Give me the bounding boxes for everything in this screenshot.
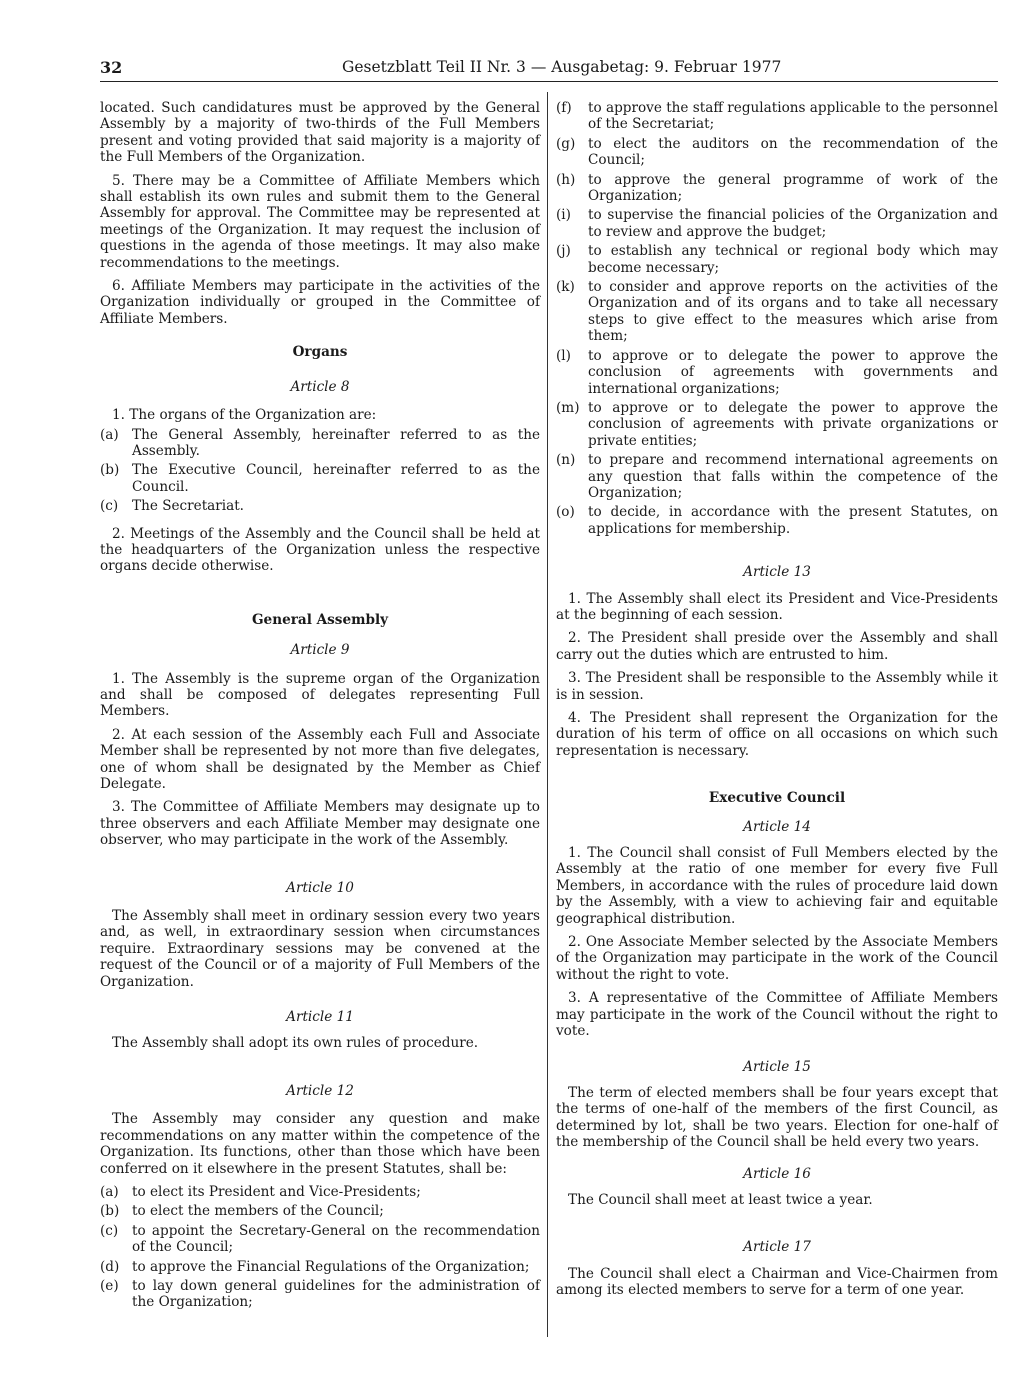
list-item (556, 279, 998, 345)
list-item (556, 348, 998, 397)
list-item-text: to prepare and recommend international agreements on any question that falls within the competence of the Organization; (588, 452, 998, 501)
list-item-label: (d) (100, 1258, 120, 1275)
page-header (100, 58, 1000, 82)
paragraph: 2. At each session of the Assembly each Full and Associate Member shall be represented by not more than five delegates, one of whom shall be designated by the Member as Chief Delegate. (100, 726, 540, 792)
paragraph: 3. The Committee of Affiliate Members may designate up to three observers and each Affiliate Member may designate one observer, who may participate in the work of the Assembly. (100, 799, 540, 849)
list-item-label: (f) (556, 100, 572, 116)
list-item-text: to approve or to delegate the power to approve the conclusion of agreements with private organizations or private entities; (588, 399, 998, 449)
header-rule (100, 81, 998, 82)
paragraph: 2. Meetings of the Assembly and the Council shall be held at the headquarters of the Organization unless the respective organs decide otherwise. (100, 525, 540, 575)
list-item-label: (a) (100, 1183, 119, 1200)
list-item (556, 400, 998, 449)
list-item (556, 207, 998, 240)
section-heading: Executive Council (708, 790, 846, 807)
left-column (100, 100, 540, 1314)
paragraph: located. Such candidatures must be approved by the General Assembly by a majority of two-thirds of the Full Members present and voting provided that said majority is a majority of the Full Members of the Organization. (100, 100, 540, 166)
paragraph: 1. The organs of the Organization are: (112, 407, 377, 424)
list-item (556, 136, 998, 169)
journal-title: Gesetzblatt Teil II Nr. 3 — Ausgabetag: 9. Februar 1977 (342, 58, 782, 76)
paragraph: 3. The President shall be responsible to the Assembly while it is in session. (556, 670, 998, 703)
list-item-text: The General Assembly, hereinafter referred to as the Assembly. (132, 426, 540, 459)
list-item (556, 172, 998, 205)
list-item-text: to decide, in accordance with the present Statutes, on applications for membership. (588, 504, 998, 537)
section-heading: Organs (292, 344, 348, 361)
list-item-text: The Secretariat. (132, 498, 245, 515)
paragraph: The Assembly shall adopt its own rules of procedure. (112, 1035, 479, 1052)
paragraph: 1. The Assembly shall elect its President and Vice-Presidents at the beginning of each session. (556, 590, 998, 623)
list-item (100, 1223, 540, 1256)
article-title: Article 9 (290, 642, 350, 659)
list-item-label: (n) (556, 452, 576, 469)
list-item (100, 462, 540, 495)
list-item-label: (o) (556, 504, 575, 521)
list-item-text: to establish any technical or regional body which may become necessary; (588, 243, 998, 276)
list-item-text: to elect the auditors on the recommendation of the Council; (588, 135, 998, 169)
article-title: Article 15 (743, 1058, 811, 1075)
list-item-text: to lay down general guidelines for the administration of the Organization; (132, 1277, 540, 1311)
paragraph: The term of elected members shall be four years except that the terms of one-half of the members of the first Council, as determined by lot, shall be two years. Election for one-half of the membership of the Council shall be held every two years. (556, 1084, 998, 1151)
list-item (556, 504, 998, 537)
paragraph: 2. The President shall preside over the Assembly and shall carry out the duties which are entrusted to him. (556, 630, 998, 663)
list-item-label: (m) (556, 399, 580, 416)
list-item (556, 100, 998, 133)
list-item-label: (e) (100, 1277, 119, 1294)
list-item-label: (j) (556, 243, 571, 260)
list-item-text: to consider and approve reports on the activities of the Organization and of its organs and to take all necessary steps to give effect to the measures which arise from them; (588, 279, 998, 345)
article-title: Article 17 (743, 1239, 811, 1256)
article-title: Article 16 (743, 1165, 811, 1182)
page-number: 32 (100, 58, 123, 77)
list-item (100, 1184, 540, 1200)
article-title: Article 13 (743, 564, 811, 581)
paragraph: The Council shall elect a Chairman and Vice-Chairmen from among its elected members to serve for a term of one year. (556, 1265, 998, 1299)
list-item-text: The Executive Council, hereinafter referred to as the Council. (132, 462, 540, 495)
paragraph: 5. There may be a Committee of Affiliate Members which shall establish its own rules and submit them to the General Assembly for approval. The Committee may be represented at meetings of the Organization. It may request the inclusion of questions in the agenda of those meetings. It may also make recommendations to the meetings. (100, 172, 540, 271)
list-item-text: to approve the Financial Regulations of the Organization; (132, 1258, 530, 1275)
article-title: Article 10 (286, 879, 354, 896)
paragraph: The Council shall meet at least twice a year. (568, 1191, 873, 1208)
list-item-label: (l) (556, 347, 571, 364)
list-item-text: to approve or to delegate the power to approve the conclusion of agreements with governments and international organizations; (588, 347, 998, 397)
list-item (100, 498, 540, 514)
list-item-label: (a) (100, 426, 119, 443)
right-column (556, 100, 998, 1306)
list-item (100, 1278, 540, 1311)
article-title: Article 8 (290, 378, 350, 395)
paragraph: The Assembly may consider any question and make recommendations on any matter within the competence of the Organization. Its functions, other than those which have been conferred on it elsewhere in the present Statutes, shall be: (100, 1111, 540, 1177)
column-divider (547, 92, 548, 1337)
article-title: Article 14 (743, 818, 811, 835)
list-item-label: (c) (100, 1222, 119, 1239)
paragraph: 1. The Council shall consist of Full Members elected by the Assembly at the ratio of one member for every five Full Members, in accordance with the rules of procedure laid down by the Assembly, with a view to achieving fair and equitable geographical distribution. (556, 845, 998, 927)
paragraph: 2. One Associate Member selected by the Associate Members of the Organization may participate in the work of the Council without the right to vote. (556, 934, 998, 983)
list-item-label: (c) (100, 498, 119, 515)
list-item (556, 452, 998, 501)
list-item-label: (b) (100, 462, 120, 479)
article-title: Article 12 (286, 1082, 354, 1099)
list-item-text: to supervise the financial policies of the Organization and to review and approve the budget; (588, 207, 998, 240)
section-heading: General Assembly (251, 611, 389, 628)
list-item-label: (h) (556, 171, 576, 188)
list-item-label: (k) (556, 279, 575, 296)
paragraph: 3. A representative of the Committee of Affiliate Members may participate in the work of the Council without the right to vote. (556, 990, 998, 1040)
list-item-text: to approve the general programme of work of the Organization; (588, 171, 998, 205)
list-item (100, 427, 540, 460)
list-item-label: (g) (556, 135, 576, 152)
list-item (100, 1259, 540, 1275)
list-item-label: (i) (556, 207, 571, 224)
list-item-label: (b) (100, 1203, 120, 1220)
list-item-text: to approve the staff regulations applicable to the personnel of the Secretariat; (588, 100, 999, 133)
paragraph: 1. The Assembly is the supreme organ of the Organization and shall be composed of delegates representing Full Members. (100, 670, 540, 720)
article-title: Article 11 (286, 1009, 354, 1026)
list-item (100, 1203, 540, 1219)
paragraph: 6. Affiliate Members may participate in the activities of the Organization individually or grouped in the Committee of Affiliate Members. (100, 278, 540, 327)
paragraph: 4. The President shall represent the Organization for the duration of his term of office on all occasions on which such representation is necessary. (556, 710, 998, 759)
list-item-text: to appoint the Secretary-General on the recommendation of the Council; (132, 1222, 540, 1256)
list-item-text: to elect the members of the Council; (132, 1203, 384, 1220)
list-item (556, 243, 998, 276)
paragraph: The Assembly shall meet in ordinary session every two years and, as well, in extraordinary session when circumstances require. Extraordinary sessions may be convened at the request of the Council or of a majority of Full Members of the Organization. (100, 908, 540, 990)
list-item-text: to elect its President and Vice-Presidents; (132, 1183, 421, 1200)
